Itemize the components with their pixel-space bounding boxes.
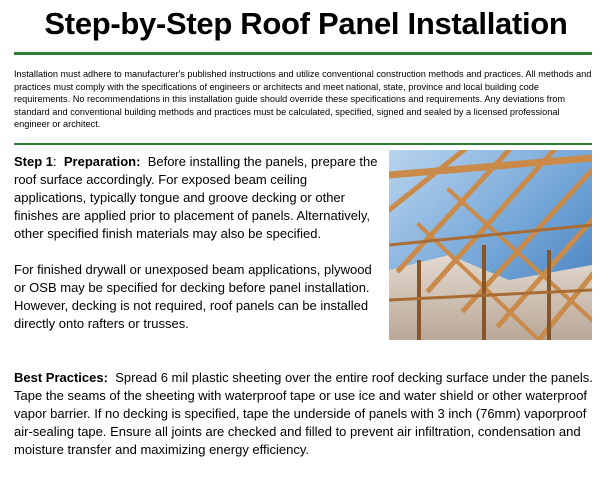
step-1-colon: :: [53, 154, 57, 169]
roof-framing-illustration: [389, 150, 592, 340]
best-practices-heading: Best Practices:: [14, 370, 108, 385]
roof-framing-photo: [389, 150, 592, 340]
disclaimer-text: Installation must adhere to manufacturer's published instructions and utilize conventional construction methods and practices. All methods and practices must comply with the specifications of engineers or architects and meet national, state, province and local building code requirements. No recommendations in this installation guide should override these specifications and requirements. Any deviations from standard and conventional building methods and practices must be calculated, specified, signed and sealed by a licensed professional engineer or architect.: [14, 69, 592, 129]
step-1-label: Step 1: [14, 154, 54, 169]
page-title: Step-by-Step Roof Panel Installation: [44, 6, 568, 41]
best-practices-section: [14, 369, 596, 459]
section-divider: [14, 143, 592, 145]
step-1-section: [14, 153, 382, 333]
step-1-text-1: Before installing the panels, prepare the roof surface accordingly. For exposed beam ceiling applications, typically tongue and groove decking or other finishes are applied prior to placement of panels. Alternatively, other specified finish materials may also be specified.: [14, 154, 378, 241]
best-practices-paragraph: [14, 369, 596, 459]
step-1-heading: Preparation:: [63, 154, 141, 169]
best-practices-text: Spread 6 mil plastic sheeting over the entire roof decking surface under the panels. Tape the seams of the sheeting with waterproof tape or use ice and water shield or other waterproof vapor barrier. If no decking is specified, tape the underside of panels with 3 inch (76mm) vaporproof air-sealing tape. Ensure all joints are checked and filled to prevent air infiltration, condensation and moisture transfer and maximizing energy efficiency.: [14, 370, 593, 457]
title-divider: [14, 52, 592, 55]
step-1-paragraph-1: [14, 153, 382, 243]
step-1-paragraph-2: For finished drywall or unexposed beam applications, plywood or OSB may be specified for decking before panel installation. However, decking is not required, roof panels can be installed directly onto rafters or trusses.: [14, 262, 372, 331]
